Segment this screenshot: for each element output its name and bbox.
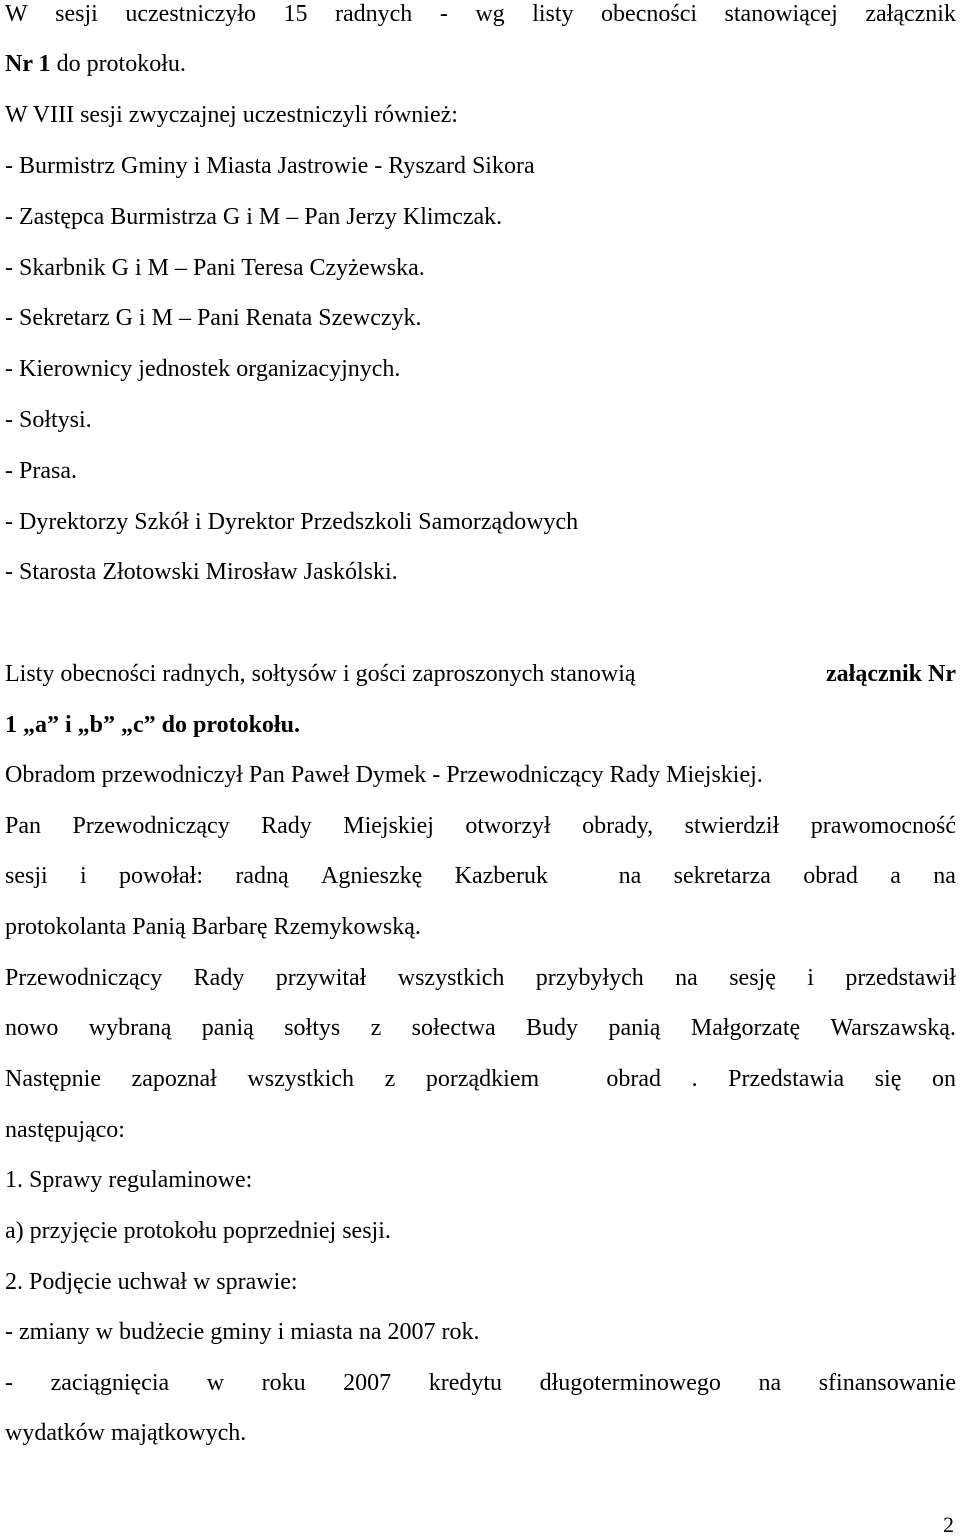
opening-line-2 [5, 862, 956, 890]
word: obrady, [582, 813, 654, 839]
word: na [933, 863, 956, 889]
word: i [80, 863, 87, 889]
agenda-item-2b-line-1 [5, 1369, 956, 1397]
attendee-item: - Sołtysi. [5, 407, 92, 433]
agenda-item-1: 1. Sprawy regulaminowe: [5, 1167, 253, 1193]
welcome-line-2 [5, 1014, 956, 1042]
word: stwierdził [684, 813, 780, 839]
word: sesję [729, 965, 776, 991]
word: radną [235, 863, 289, 889]
word: panią [608, 1015, 661, 1041]
word: wg [475, 1, 505, 27]
word: - [5, 1370, 13, 1396]
opening-line-1 [5, 812, 956, 840]
word: na [758, 1370, 782, 1396]
word: się [874, 1066, 902, 1092]
word: Przedstawia [728, 1066, 845, 1092]
word: obrad [803, 863, 858, 889]
word: sołtys [284, 1015, 341, 1041]
agenda-item-1a: a) przyjęcie protokołu poprzedniej sesji. [5, 1218, 391, 1244]
word: wszystkich [247, 1066, 355, 1092]
word: z [384, 1066, 396, 1092]
attendee-item: - Dyrektorzy Szkół i Dyrektor Przedszkoli Samorządowych [5, 509, 579, 535]
word: a [890, 863, 901, 889]
agenda-item-2: 2. Podjęcie uchwał w sprawie: [5, 1269, 298, 1295]
gap [570, 1065, 576, 1093]
word: listy [532, 1, 574, 27]
word: na [618, 863, 642, 889]
word: Agnieszkę [321, 863, 423, 889]
word: otworzył [465, 813, 551, 839]
welcome-line-4: następująco: [5, 1117, 125, 1143]
agenda-item-2a: - zmiany w budżecie gminy i miasta na 2007 rok. [5, 1319, 480, 1345]
gap [580, 862, 586, 890]
word: i [807, 965, 814, 991]
word: zapoznał [131, 1066, 217, 1092]
word: przedstawił [845, 965, 956, 991]
attendee-item: - Zastępca Burmistrza G i M – Pan Jerzy Klimczak. [5, 204, 503, 230]
word: Małgorzatę [690, 1015, 801, 1041]
word: sekretarza [673, 863, 771, 889]
word: radnych [335, 1, 413, 27]
agenda-item-2b-line-2: wydatków majątkowych. [5, 1420, 247, 1446]
attendee-item: - Skarbnik G i M – Pani Teresa Czyżewska. [5, 255, 425, 281]
word: przybyłych [535, 965, 644, 991]
attendance-line-1 [5, 0, 956, 28]
attendance-line-2 [5, 50, 186, 78]
word: roku [261, 1370, 306, 1396]
word: 2007 [343, 1370, 392, 1396]
also-attended-heading: W VIII sesji zwyczajnej uczestniczyli również: [5, 102, 458, 128]
word: załącznik [865, 1, 956, 27]
word: stanowiącej [724, 1, 838, 27]
word: Miejskiej [343, 813, 434, 839]
lists-line-2: 1 „a” i „b” „c” do protokołu. [5, 712, 300, 738]
word: na [675, 965, 698, 991]
word: sesji [55, 1, 98, 27]
word: Przewodniczący [5, 965, 163, 991]
word: sfinansowanie [818, 1370, 956, 1396]
page-number: 2 [943, 1512, 954, 1537]
word: wybraną [88, 1015, 172, 1041]
word: uczestniczyło [125, 1, 256, 27]
word: Kazberuk [454, 863, 548, 889]
lists-line-1 [5, 660, 956, 688]
word: Warszawską. [830, 1015, 956, 1041]
word: - [439, 1, 448, 27]
word: Rady [261, 813, 312, 839]
attendee-item: - Kierownicy jednostek organizacyjnych. [5, 356, 401, 382]
word: . [691, 1066, 698, 1092]
word: Pan [5, 813, 41, 839]
lists-line-1-plain: Listy obecności radnych, sołtysów i gości zaproszonych stanowią [5, 661, 636, 687]
word: sesji [5, 863, 48, 889]
word: z [370, 1015, 382, 1041]
word: wszystkich [397, 965, 505, 991]
word: Rady [193, 965, 245, 991]
attendee-item: - Prasa. [5, 458, 77, 484]
lists-line-1-bold: załącznik Nr [826, 661, 956, 687]
word: nowo [5, 1015, 59, 1041]
word: Następnie [5, 1066, 101, 1092]
word: on [931, 1066, 956, 1092]
attachment-ref: Nr 1 [5, 51, 51, 77]
attendee-item: - Sekretarz G i M – Pani Renata Szewczyk. [5, 305, 422, 331]
word: panią [201, 1015, 254, 1041]
word: obrad [606, 1066, 661, 1092]
chair-line: Obradom przewodniczył Pan Paweł Dymek - Przewodniczący Rady Miejskiej. [5, 762, 763, 788]
word: przywitał [275, 965, 367, 991]
attendee-item: - Starosta Złotowski Mirosław Jaskólski. [5, 559, 398, 585]
word: 15 [283, 1, 308, 27]
word: w [206, 1370, 225, 1396]
attendance-line-2-rest: do protokołu. [50, 51, 186, 77]
word: kredytu [428, 1370, 503, 1396]
word: W [5, 1, 28, 27]
word: sołectwa [411, 1015, 496, 1041]
word: zaciągnięcia [50, 1370, 170, 1396]
opening-line-3: protokolanta Panią Barbarę Rzemykowską. [5, 914, 421, 940]
word: obecności [601, 1, 698, 27]
welcome-line-1 [5, 964, 956, 992]
attendee-item: - Burmistrz Gminy i Miasta Jastrowie - Ryszard Sikora [5, 153, 535, 179]
word: porządkiem [425, 1066, 540, 1092]
welcome-line-3 [5, 1065, 956, 1093]
word: Przewodniczący [72, 813, 230, 839]
word: Budy [526, 1015, 579, 1041]
word: długoterminowego [539, 1370, 721, 1396]
word: prawomocność [810, 813, 956, 839]
word: powołał: [119, 863, 204, 889]
